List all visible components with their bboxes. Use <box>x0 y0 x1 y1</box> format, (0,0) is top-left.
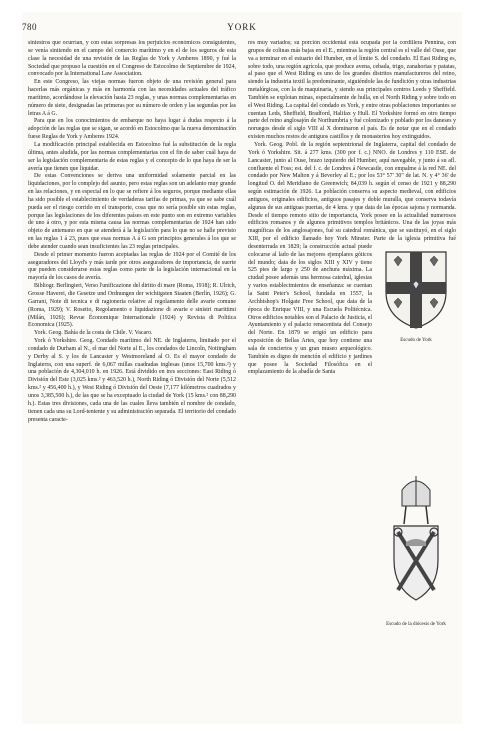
paragraph: res muy variados; su porción occidental está ocupada por la cordillera Pennina, con grupos de colinas más bajas en el E., mientras la región central es el valle del Ouse, que va a terminar en el estuario del Humber, en el límite S. del condado. El East Riding es, sobre todo, una región agrícola, que produce avena, cebada, trigo, zanahorias y patatas, al paso que el West Riding es uno de los grandes distritos manufactureros del reino, siendo la industria textil la predominante, siguiéndole las de fundición y otras industrias metalúrgicas, con la de maquinaria, y siendo sus principales centros Leeds y Sheffield. También se explotan minas, especialmente de hulla, en el North Riding y sobre todo en el West Riding. La capital del condado es York, y entre otras poblaciones importantes se cuentan Leds, Sheffield, Bradford, Halifax y Hull. El Yorkshire formó en otro tiempo parte del reino anglosajón de Northumbria y fué colonizado y poblado por los daneses y noruegos desde el siglo VIII al X dominaron el país. Es de notar que en el condado existen muchos restos de antiguos castillos y de monasterios hoy extinguidos. <box>248 40 456 141</box>
york-shield-figure <box>376 248 456 426</box>
york-shield-icon <box>382 248 450 330</box>
right-column <box>248 40 456 716</box>
page-number: 780 <box>22 22 37 32</box>
left-column <box>28 40 236 716</box>
diocese-shield-figure <box>376 470 456 672</box>
entry-york-chile: York. Geog. Bahía de la costa de Chile. V. Vacaro. <box>34 330 153 337</box>
entry-york-city: York. Geog. Pobl. de la región septentrional de Inglaterra, capital del condado de York ó Yorkshire. Sit. á 277 kms. (300 por f. c.) NNO. de Londres y 110 ESE. de Lancaster, junto al Ouse, brazo izquierdo del Humber, aquí navegable, y junto á su afl. confluente el Foss; est. del f. c. de Londres á Newcastle, con empalme á la red NE. del condado por New Malton y á Beverley al E.; por los 53° 57' 30" de lat. N. y 4° 36' de longitud O. del Meridiano de Greenwich; 84,039 h. según el censo de 1921 y 88,290 según estimación de 1926. La población conserva su aspecto medieval, con edificios antiguos, originales edificios, antiguos pasajes y doble muralla, que conserva todavía algunas de sus antiguas puertas, de 4 kms. y que data de las épocas sajona y normanda. Desde el tiempo remoto sitio de importancia, York posee en la actualidad numerosos edificios romanos y de algunos primitivos templos británicos. Una de las joyas más magníficas de los anglosajones, fué su catedral románica, que se sustituyó, en el siglo XIII, por el edificio llamado hoy York Minster. Parte de la iglesia primitiva fué desenterrada en 1829; la construcción actual puede colocarse al lado de las mejores ejemplares góticos del mundo; data de los siglos XIII y XIV y tiene 525 pies de largo y 250 de anchura máxima. La ciudad posee además una hermosa catedral, iglesias y varios establecimientos de enseñanza: se cuentan la Saint Peter's School, fundada en 1557, la Archbishop's Holgate Free School, que data de la época de Enrique VIII, y una Escuela Politécnica. Otros edificios notables son el Palacio de Justicia, el Ayuntamiento y el palacio renacentista del Consejo del Norte. En 1879 se erigió un edificio para exposición de Bellas Artes, que hoy contiene una sala de conciertos y un gran museo arqueológico. También es digno de mención el edificio y jardines que posee la Sociedad Filosófica en el emplazamiento de la abadía de Santa <box>248 141 456 376</box>
paragraph: La modificación principal establecida en Estocolmo fué la substitución de la regla última, antes aludida, por las normas complementarias con el fin de saber cuál haya de ser la legislación complementaria de estas reglas y el concepto de lo que haya de ser la avería que tienen que liquidar. <box>28 141 236 172</box>
bibliography: Bibliogr. Berlingieri, Verso l'unificazione del diritto di mare (Roma, 1918); R. Ulrich, Grosse Haverei, die Gesetze und Ordnungen der wichtigsten Staaten (Berlín, 1926); G. Garrani, Note di tecnica e di ragioneria relative al regolamento delle avarie comune (Roma, 1929); V. Rosetto, Regolamento e liquidazione di avarie e sinistri marittimi (Milán, 1926); Revue Économique Internationale (1924) y Revista di Politica Economica (1925). <box>28 283 236 329</box>
page-header <box>22 22 462 36</box>
entry-yorkshire: York ó Yorkshire. Geog. Condado marítimo del NE. de Inglaterra, limitado por el condado de Durham al N., el mar del Norte al E., los condados de Lincoln, Nottingham y Derby al S. y los de Lancaster y Westmoreland al O. Es el mayor condado de Inglaterra, con una superf. de 6,067 millas cuadradas inglesas (unos 15,700 kms.²) y una población de 4,304,010 h. en 1926. Está dividido en tres secciones: East Riding ó División del Este (3,025 kms.² y 463,520 h.), North Riding ó División del Norte (5,512 kms.² y 456,400 h.), y West Riding ó División del Oeste (7,177 kilómetros cuadrados y unos 3,385,500 h.), de las que se ha exceptuado la ciudad de York (15 kms.² con 88,290 h.). Estas tres divisiones, cada una de las cuales lleva también el nombre de condado, tienen cada una su Lord-teniente y su administración separada. El territorio del condado presenta caracte- <box>28 338 236 423</box>
paragraph: En este Congreso, las viejas normas fueron objeto de una revisión general para hacerlas más orgánicas y más en harmonía con las necesidades actuales del tráfico marítimo, acordándose la elevación hasta 23 reglas, y unas normas complementarias en número de siete, designadas las primeras por su número de orden y las segundas por las letras A á G. <box>28 79 236 117</box>
encyclopedia-page <box>22 12 462 724</box>
shield-caption: Escudo de York <box>400 338 432 343</box>
diocese-arms-icon <box>380 470 452 620</box>
paragraph: De estas Convenciones se deriva una uniformidad solamente parcial en las liquidaciones, por lo complejo del asunto, pero estas reglas son un adelanto muy grande en las relaciones, y en especial en lo que se refiere á los seguros, porque mediante ellas ha sido posible el establecimiento de verdaderas tarifas de primas, ya que se sabe cuál pueda ser el riesgo corrido en el transporte, cosa que no sería posible sin estas reglas, porque las legislaciones de los diferentes países en este punto son en extremo variables de uno á otro, y por esta misma causa las normas complementarias de 1924 han sido objeto de antemano en que se atenderá á la legislación para lo que no se halle previsto en las reglas 1 á 23, pues que esas normas A á G son principios generales á los que se debe atender cuando sean insuficientes las 23 reglas principales. <box>28 173 236 250</box>
diocese-caption: Escudo de la diócesis de York <box>386 622 446 627</box>
running-title: YORK <box>227 22 257 32</box>
paragraph: Para que en los conocimientos de embarque no haya lugar á dudas respecto á la adopción de las reglas que se sigan, se acordó en Estocolmo que la nueva denominación fuese Reglas de York y Amberes 1924. <box>28 118 236 141</box>
paragraph: siniestros que ocurrían, y con estas sorpresas los perjuicios económicos consiguientes, se venía sintiendo en el campo del comercio marítimo y en el de los seguros de esta clase la necesidad de una revisión de las Reglas de York y Amberes 1890, y fué la Sociedad que propuso la cuestión en el Congreso de Estocolmo de Septiembre de 1924, convocado por la International Law Association. <box>28 40 236 78</box>
paragraph: Desde el primer momento fueron aceptadas las reglas de 1924 por el Comité de los aseguradores del Lloyd's y más tarde por otros aseguradores de importancia, de suerte que pueden considerarse estas reglas como parte de la legislación internacional en la mayoría de los casos de avería. <box>28 251 236 282</box>
